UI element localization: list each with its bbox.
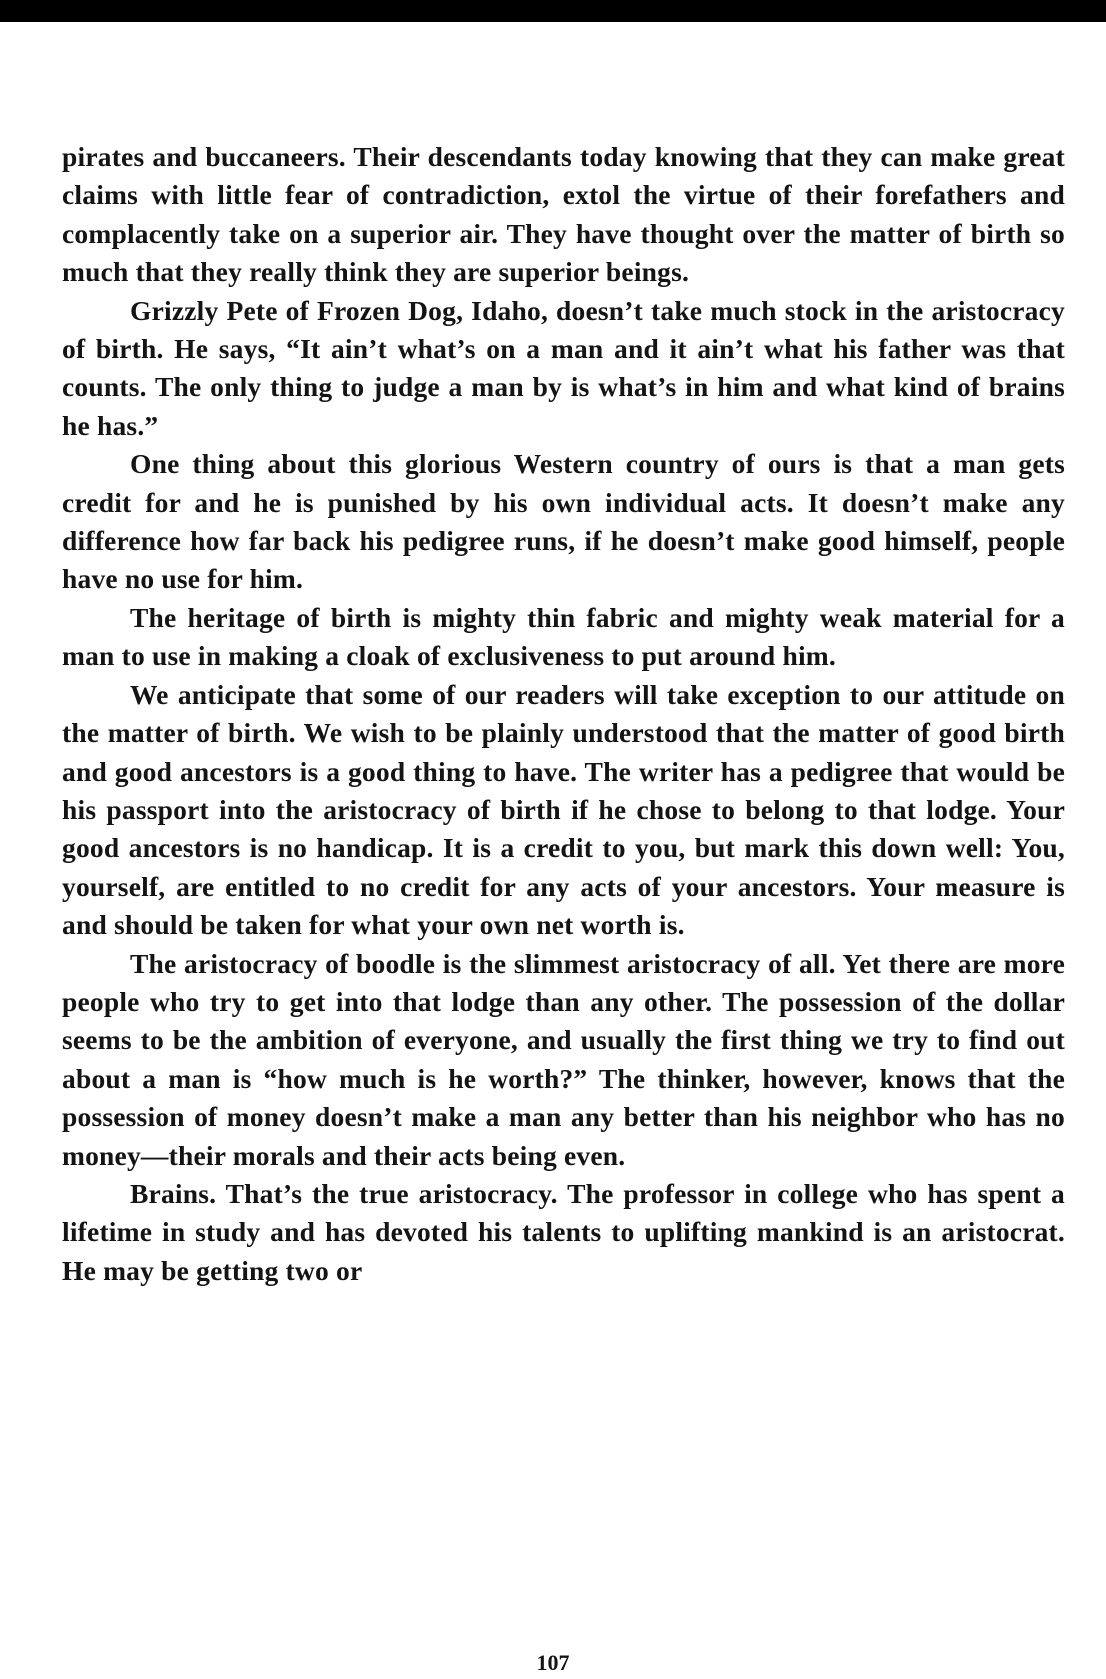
page-number: 107 <box>536 1650 570 1675</box>
paragraph: Grizzly Pete of Frozen Dog, Idaho, doesn’t take much stock in the aristocracy of birth. He says, “It ain’t what’s on a man and it ain’t what his father was that counts. The only thing to judge a man by is what’s in him and what kind of brains he has.” <box>62 294 1065 441</box>
page-body <box>62 138 1065 1290</box>
paragraph: pirates and buccaneers. Their descendants today knowing that they can make great claims with little fear of contradiction, extol the virtue of their forefathers and complacently take on a superior air. They have thought over the matter of birth so much that they really think they are superior beings. <box>62 141 1065 288</box>
paragraph: One thing about this glorious Western country of ours is that a man gets credit for and he is punished by his own individual acts. It doesn’t make any difference how far back his pedigree runs, if he doesn’t make good himself, people have no use for him. <box>62 448 1065 595</box>
paragraph: The aristocracy of boodle is the slimmest aristocracy of all. Yet there are more people who try to get into that lodge than any other. The possession of the dollar seems to be the ambition of everyone, and usually the first thing we try to find out about a man is “how much is he worth?” The thinker, however, knows that the possession of money doesn’t make a man any better than his neighbor who has no money—their morals and their acts being even. <box>62 947 1065 1171</box>
paragraph: We anticipate that some of our readers will take exception to our attitude on the matter of birth. We wish to be plainly understood that the matter of good birth and good ancestors is a good thing to have. The writer has a pedigree that would be his passport into the aristocracy of birth if he chose to belong to that lodge. Your good ancestors is no handicap. It is a credit to you, but mark this down well: You, yourself, are entitled to no credit for any acts of your ancestors. Your measure is and should be taken for what your own net worth is. <box>62 678 1065 941</box>
paragraph: Brains. That’s the true aristocracy. The professor in college who has spent a lifetime in study and has devoted his talents to uplifting mankind is an aristocrat. He may be getting two or <box>62 1177 1065 1286</box>
paragraph: The heritage of birth is mighty thin fabric and mighty weak material for a man to use in making a cloak of exclusiveness to put around him. <box>62 601 1065 672</box>
scan-border-top <box>0 0 1106 22</box>
